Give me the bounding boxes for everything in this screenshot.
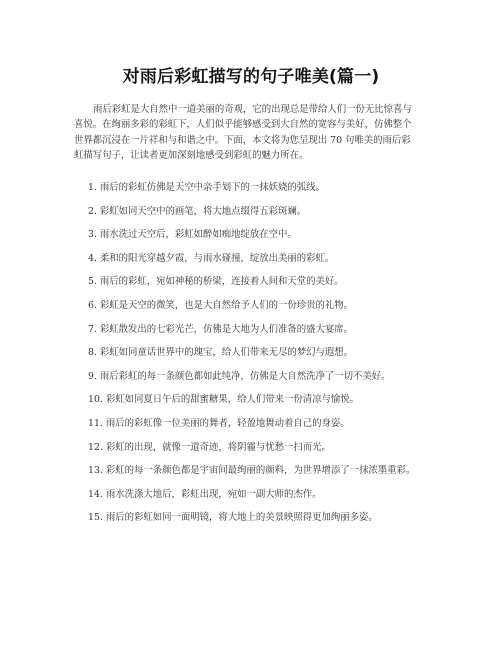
list-item: 3. 雨水洗过天空后，彩虹如醉如痴地绽放在空中。 <box>88 229 297 241</box>
list-item: 14. 雨水洗涤大地后，彩虹出现，宛如一副大师的杰作。 <box>88 488 322 500</box>
intro-paragraph <box>74 102 454 163</box>
intro-line: 雨后彩虹是大自然中一道美丽的奇观，它的出现总是带给人们一份无比惊喜与 <box>93 104 412 115</box>
list-item: 12. 彩虹的出现，就像一道奇迹，将阴霾与忧愁一扫而光。 <box>88 441 331 453</box>
list-item: 15. 雨后的彩虹如同一面明镜，将大地上的美景映照得更加绚丽多姿。 <box>88 512 378 524</box>
list-item: 7. 彩虹散发出的七彩光芒，仿佛是大地为人们准备的盛大宴席。 <box>88 323 354 335</box>
sentence-list <box>88 181 488 535</box>
list-item: 1. 雨后的彩虹仿佛是天空中亲手划下的一抹妖娆的弧线。 <box>88 182 325 193</box>
intro-line: 世界都沉浸在一片祥和与和谐之中。下面，本文将为您呈现出 70 句唯美的雨后彩 <box>74 134 411 146</box>
list-item: 10. 彩虹如同夏日午后的甜蜜糖果，给人们带来一份清凉与愉悦。 <box>88 394 360 406</box>
list-item: 6. 彩虹是天空的微笑，也是大自然给予人们的一份珍贵的礼物。 <box>88 299 354 311</box>
list-item: 8. 彩虹如同童话世界中的瑰宝，给人们带来无尽的梦幻与遐想。 <box>88 347 354 359</box>
list-item: 2. 彩虹如同天空中的画笔，将大地点缀得五彩斑斓。 <box>88 205 307 217</box>
list-item: 4. 柔和的阳光穿越夕霞，与雨水碰撞，绽放出美丽的彩虹。 <box>88 252 335 264</box>
list-item: 5. 雨后的彩虹，宛如神秘的桥梁，连接着人间和天堂的美好。 <box>88 276 344 288</box>
intro-line: 喜悦。在绚丽多彩的彩虹下，人们似乎能够感受到大自然的宽容与美好，仿佛整个 <box>74 119 412 131</box>
list-item: 11. 雨后的彩虹像一位美丽的舞者，轻盈地舞动着自己的身姿。 <box>88 417 350 429</box>
list-item: 13. 彩虹的每一条颜色都是宇宙间最绚丽的颜料，为世界增添了一抹浓墨重彩。 <box>88 465 416 477</box>
list-item: 9. 雨后彩虹的每一条颜色都如此纯净，仿佛是大自然洗净了一切不美好。 <box>88 370 391 382</box>
document-title: 对雨后彩虹描写的句子唯美(篇一) <box>122 67 380 87</box>
intro-line: 虹描写句子，让读者更加深刻地感受到彩虹的魅力所在。 <box>74 149 309 161</box>
